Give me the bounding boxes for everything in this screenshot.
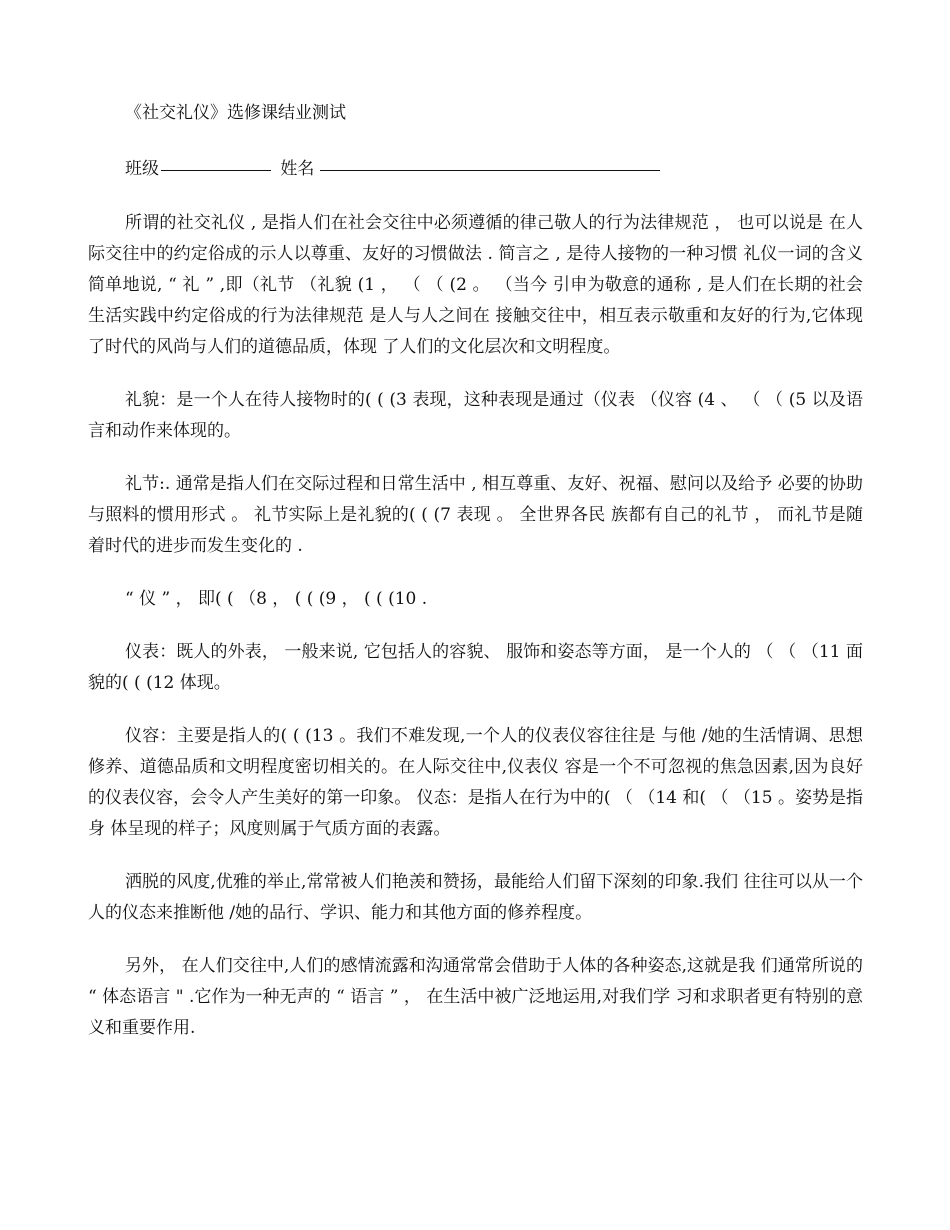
paragraph-graceful-manner: 洒脱的风度,优雅的举止,常常被人们艳羡和赞扬，最能给人们留下深刻的印象.我们 往往可以从一个人的仪态来推断他 /她的品行、学识、能力和其他方面的修养程度。 [88,872,863,923]
document-title: 《社交礼仪》选修课结业测试 [125,103,346,123]
paragraph-courtesy: 礼貌：是一个人在待人接物时的( ( (3 表现，这种表现是通过（仪表 （仪容 (4 、 （ （ (5 以及语言和动作来体现的。 [88,390,863,441]
paragraph-appearance: 仪表：既人的外表， 一般来说, 它包括人的容貌、 服饰和姿态等方面， 是一个人的 （ （ （11 面貌的( ( (12 体现。 [88,642,863,693]
name-label: 姓名 [280,159,315,179]
class-blank [161,170,271,171]
student-info-line [88,154,863,184]
name-blank [320,170,660,171]
paragraph-body-language: 另外， 在人们交往中,人们的感情流露和沟通常常会借助于人体的各种姿态,这就是我 们通常所说的 “ 体态语言 " .它作为一种无声的 “ 语言 ” ， 在生活中被广泛地运用,对我们学 习和求职者更有特别的意义和重要作用. [88,956,863,1038]
paragraph-grooming-and-demeanor: 仪容：主要是指人的( ( (13 。我们不难发现,一个人的仪表仪容往往是 与他 /她的生活情调、思想修养、道德品质和文明程度密切相关的。在人际交往中,仪表仪 容是一个不可忽视的焦急因素,因为良好的仪表仪容，会令人产生美好的第一印象。 仪态：是指人在行为中的( （ （14 和( （ （15 。姿势是指身 体呈现的样子；风度则属于气质方面的表露。 [88,726,863,839]
class-label: 班级 [125,159,159,179]
paragraph-yi-definition: “ 仪 ” ， 即( ( （8 ， ( ( (9 ， ( ( (10 . [125,589,428,609]
paragraph-etiquette-forms: 礼节:. 通常是指人们在交际过程和日常生活中 , 相互尊重、友好、祝福、慰问以及给予 必要的协助与照料的惯用形式 。 礼节实际上是礼貌的( ( (7 表现 。 全世界各民 族都有自己的礼节 ， 而礼节是随着时代的进步而发生变化的 . [88,474,863,556]
document-body [88,98,863,1044]
paragraph-etiquette-definition: 所谓的社交礼仪 , 是指人们在社会交往中必须遵循的律己敬人的行为法律规范 ， 也可以说是 在人际交往中的约定俗成的示人以尊重、友好的习惯做法 . 简言之 , 是待人接物的一种习惯 礼仪一词的含义简单地说, “ 礼 ” ,即（礼节 （礼貌 (1 ， （ （ (2 。 （当今 引申为敬意的通称 , 是人们在长期的社会生活实践中约定俗成的行为法律规范 是人与人之间在 接触交往中，相互表示敬重和友好的行为,它体现了时代的风尚与人们的道德品质，体现 了人们的文化层次和文明程度。 [88,213,863,357]
